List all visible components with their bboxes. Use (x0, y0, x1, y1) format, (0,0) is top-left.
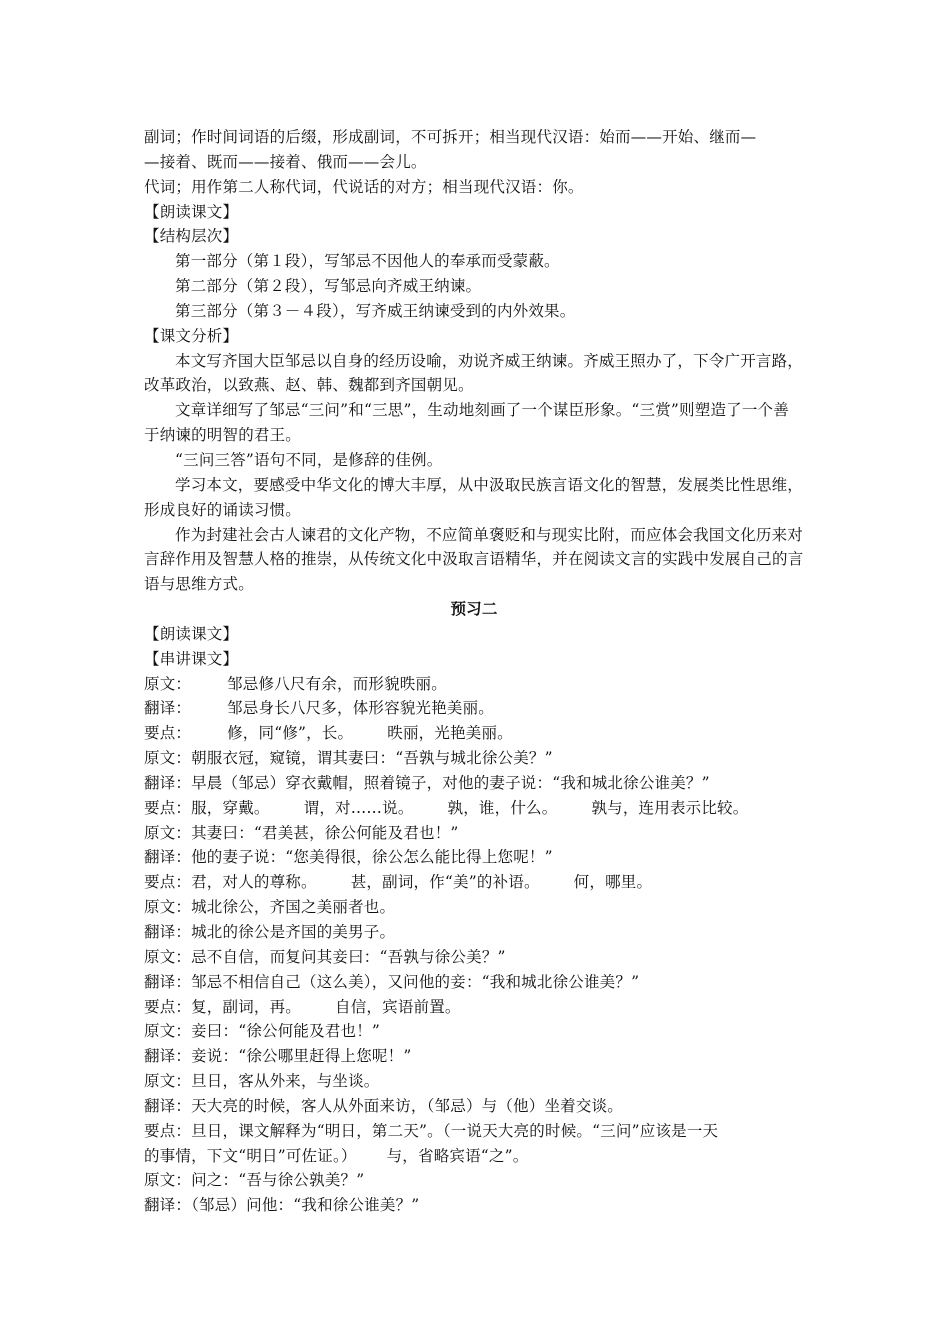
final-annotation-row (144, 1193, 804, 1218)
annotation-row (144, 870, 804, 895)
annotation-row-label: 要点： (144, 724, 192, 743)
annotation-row-text: 朝服衣冠，窥镜，谓其妻曰：“吾孰与城北徐公美？” (191, 749, 553, 768)
annotation-row (144, 1019, 804, 1044)
annotation-row-label: 原文： (144, 947, 192, 966)
annotation-row-label: 要点： (144, 798, 192, 817)
annotation-row (144, 995, 804, 1020)
annotation-point-item: 谓，对……说。 (303, 798, 414, 817)
analysis-paragraph-1: 本文写齐国大臣邹忌以自身的经历设喻，劝说齐威王纳谏。齐威王照办了，下令广开言路，改革政治，以致燕、赵、韩、魏都到齐国朝见。 (144, 351, 804, 395)
annotation-row-label: 翻译： (144, 972, 192, 991)
final-annotation-row-label: 翻译： (144, 1196, 192, 1215)
annotation-row (144, 1094, 804, 1119)
final-annotation-rows (144, 1168, 804, 1218)
annotation-point-item: 君，对人的尊称。 (191, 873, 317, 892)
daici-paragraph: 代词；用作第二人称代词，代说话的对方；相当现代汉语：你。 (144, 177, 584, 196)
annotation-row-text: 城北徐公，齐国之美丽者也。 (191, 898, 396, 917)
langdu-heading: 【朗读课文】 (144, 202, 239, 221)
annotation-row-text: 早晨（邹忌）穿衣戴帽，照着镜子，对他的妻子说：“我和城北徐公谁美？” (191, 773, 710, 792)
annotation-row-label: 原文： (144, 1022, 192, 1041)
annotation-row (144, 945, 804, 970)
final-annotation-row-label: 原文： (144, 1171, 192, 1190)
last-points-line-2-text: 的事情，下文“明日”可佐证。） (144, 1146, 357, 1165)
annotation-row-label: 原文： (144, 898, 192, 917)
annotation-row-label: 原文： (144, 749, 192, 768)
annotation-row-text: 其妻曰：“君美甚，徐公何能及君也！” (191, 823, 459, 842)
structure-part-1: 第一部分（第１段），写邹忌不因他人的奉承而受蒙蔽。 (175, 252, 560, 271)
annotation-row (144, 746, 804, 771)
annotation-point-item: 孰与，连用表示比较。 (591, 798, 749, 817)
annotation-row (144, 920, 804, 945)
annotation-row (144, 721, 804, 746)
annotation-row-label: 翻译： (144, 923, 192, 941)
analysis-paragraph-3: “三问三答”语句不同，是修辞的佳例。 (175, 450, 443, 469)
annotation-row-text: 邹忌身长八尺多，体形容貌光艳美丽。 (227, 699, 495, 718)
annotation-row-label: 原文： (144, 674, 192, 693)
annotation-point-item: 自信，宾语前置。 (335, 997, 461, 1016)
annotation-row (144, 895, 804, 920)
analysis-paragraph-2: 文章详细写了邹忌“三问”和“三思”，生动地刻画了一个谋臣形象。“三赏”则塑造了一个善于纳谏的明智的君王。 (144, 401, 789, 445)
last-points-line-2 (144, 1144, 804, 1169)
annotation-row-text: 旦日，客从外来，与坐谈。 (191, 1072, 380, 1091)
annotation-row-label: 翻译： (144, 699, 192, 718)
annotation-point-item: 复，副词，再。 (191, 997, 302, 1016)
analysis-paragraph-5: 作为封建社会古人谏君的文化产物，不应简单褒贬和与现实比附，而应体会我国文化历来对言辞作用及智慧人格的推崇，从传统文化中汲取言语精华，并在阅读文言的实践中发展自己的言语与思维方式。 (144, 525, 804, 594)
section2-chuanjiang-heading: 【串讲课文】 (144, 649, 239, 668)
annotation-row-label: 要点： (144, 997, 192, 1016)
annotation-row (144, 696, 804, 721)
annotation-row-text: 城北的徐公是齐国的美男子。 (191, 923, 396, 941)
final-annotation-row (144, 1168, 804, 1193)
final-annotation-row-text: 问之：“吾与徐公孰美？” (191, 1171, 365, 1190)
annotation-point-item: 昳丽，光艳美丽。 (387, 724, 513, 743)
annotation-row-text: 邹忌不相信自己（这么美），又问他的妾：“我和城北徐公谁美？” (191, 972, 640, 991)
annotation-row-label: 翻译： (144, 773, 192, 792)
annotation-rows (144, 672, 804, 1119)
annotation-row-text: 妾曰：“徐公何能及君也！” (191, 1022, 381, 1041)
annotation-row (144, 771, 804, 796)
structure-part-2: 第二部分（第２段），写邹忌向齐威王纳谏。 (175, 277, 482, 296)
structure-part-3: 第三部分（第３－４段），写齐威王纳谏受到的内外效果。 (175, 301, 576, 320)
annotation-row-text: 天大亮的时候，客人从外面来访，（邹忌）与（他）坐着交谈。 (191, 1096, 623, 1115)
jiegou-heading: 【结构层次】 (144, 227, 239, 246)
annotation-row (144, 672, 804, 697)
annotation-row-label: 翻译： (144, 1047, 192, 1066)
annotation-point-item: 孰，谁，什么。 (447, 798, 558, 817)
annotation-row-text: 妾说：“徐公哪里赶得上您呢！” (191, 1047, 412, 1066)
fuci-line-2: —接着、既而——接着、俄而——会儿。 (144, 152, 427, 171)
annotation-row-label: 要点： (144, 873, 192, 892)
annotation-row-text: 他的妻子说：“您美得很，徐公怎么能比得上您呢！” (191, 848, 553, 867)
annotation-row (144, 1069, 804, 1094)
annotation-row (144, 970, 804, 995)
annotation-row (144, 796, 804, 821)
annotation-row (144, 845, 804, 870)
annotation-row-label: 翻译： (144, 848, 192, 867)
annotation-row-label: 原文： (144, 823, 192, 842)
annotation-row-label: 翻译： (144, 1096, 192, 1115)
annotation-row-text: 忌不自信，而复问其妾曰：“吾孰与徐公美？” (191, 947, 506, 966)
analysis-paragraph-4: 学习本文，要感受中华文化的博大丰厚，从中汲取民族言语文化的智慧，发展类比性思维，形成良好的诵读习惯。 (144, 475, 804, 519)
annotation-point-item: 服，穿戴。 (191, 798, 270, 817)
annotation-point-item: 何，哪里。 (573, 873, 653, 892)
annotation-row-label: 原文： (144, 1072, 192, 1091)
fenxi-heading: 【课文分析】 (144, 326, 239, 345)
last-points-line-1: 要点：旦日，课文解释为“明日，第二天”。（一说天大亮的时候。“三问”应该是一天 (144, 1121, 719, 1140)
annotation-row (144, 821, 804, 846)
final-annotation-row-text: （邹忌）问他：“我和徐公谁美？” (191, 1196, 420, 1215)
document-body (144, 125, 804, 1218)
annotation-point-item: 修，同“修”，长。 (227, 724, 354, 743)
section2-langdu-heading: 【朗读课文】 (144, 624, 239, 643)
annotation-point-item: 甚，副词，作“美”的补语。 (350, 873, 540, 892)
annotation-row-text: 邹忌修八尺有余，而形貌昳丽。 (227, 674, 447, 693)
fuci-line-1: 副词；作时间词语的后缀，形成副词，不可拆开；相当现代汉语：始而——开始、继而— (144, 128, 757, 146)
section-title: 预习二 (450, 600, 498, 619)
last-points-tail: 与，省略宾语“之”。 (386, 1146, 529, 1165)
annotation-row (144, 1044, 804, 1069)
